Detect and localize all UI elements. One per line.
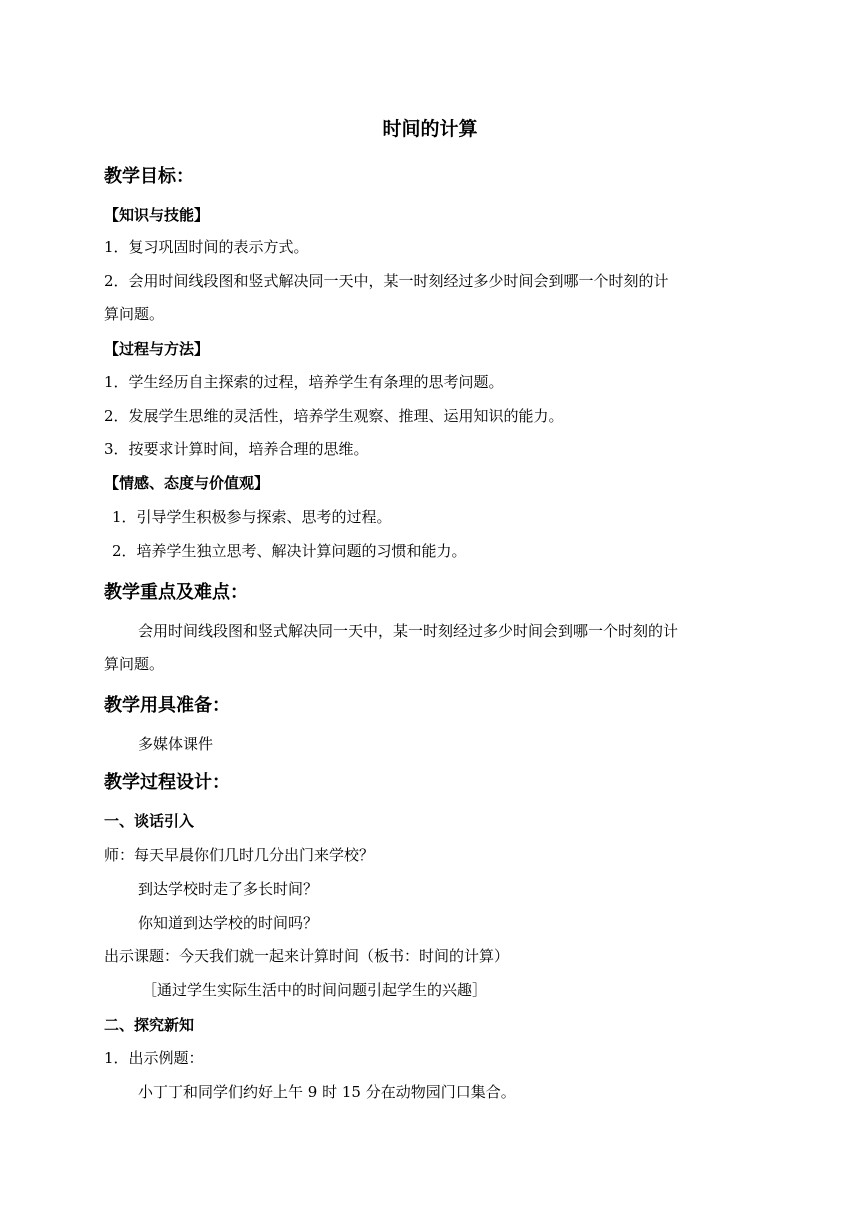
tools-heading: 教学用具准备： [104, 695, 230, 716]
keypoints-line-1: 会用时间线段图和竖式解决同一天中，某一时刻经过多少时间会到哪一个时刻的计 [138, 622, 679, 640]
knowledge-item-1: 1．复习巩固时间的表示方式。 [104, 238, 309, 256]
knowledge-item-2-line-2: 算问题。 [104, 305, 165, 323]
design-heading: 教学过程设计： [104, 772, 230, 793]
process-method-item-1: 1．学生经历自主探索的过程，培养学生有条理的思考问题。 [104, 373, 504, 391]
section-1-heading: 一、谈话引入 [104, 812, 195, 830]
process-method-heading: 【过程与方法】 [104, 340, 210, 358]
emotion-item-1: 1．引导学生积极参与探索、思考的过程。 [112, 508, 392, 526]
section-1-line-5: ［通过学生实际生活中的时间问题引起学生的兴趣］ [142, 981, 488, 999]
tools-text: 多媒体课件 [138, 735, 214, 753]
section-1-line-1: 师：每天早晨你们几时几分出门来学校？ [104, 846, 375, 864]
knowledge-item-2-line-1: 2．会用时间线段图和竖式解决同一天中，某一时刻经过多少时间会到哪一个时刻的计 [104, 272, 669, 290]
section-1-line-2: 到达学校时走了多长时间？ [138, 880, 319, 898]
section-2-heading: 二、探究新知 [104, 1016, 195, 1034]
process-method-item-2: 2．发展学生思维的灵活性，培养学生观察、推理、运用知识的能力。 [104, 407, 564, 425]
section-1-line-3: 你知道到达学校的时间吗？ [138, 914, 319, 932]
objectives-heading: 教学目标： [104, 166, 194, 187]
section-1-line-4: 出示课题：今天我们就一起来计算时间（板书：时间的计算） [104, 947, 510, 965]
section-2-line-1: 1．出示例题： [104, 1049, 204, 1067]
process-method-item-3: 3．按要求计算时间，培养合理的思维。 [104, 440, 369, 458]
document-title: 时间的计算 [382, 118, 478, 140]
keypoints-line-2: 算问题。 [104, 655, 165, 673]
knowledge-heading: 【知识与技能】 [104, 206, 210, 224]
keypoints-heading: 教学重点及难点： [104, 582, 248, 603]
section-2-line-2: 小丁丁和同学们约好上午 9 时 15 分在动物园门口集合。 [138, 1083, 516, 1101]
emotion-item-2: 2．培养学生独立思考、解决计算问题的习惯和能力。 [112, 542, 467, 560]
emotion-heading: 【情感、态度与价值观】 [104, 474, 270, 492]
